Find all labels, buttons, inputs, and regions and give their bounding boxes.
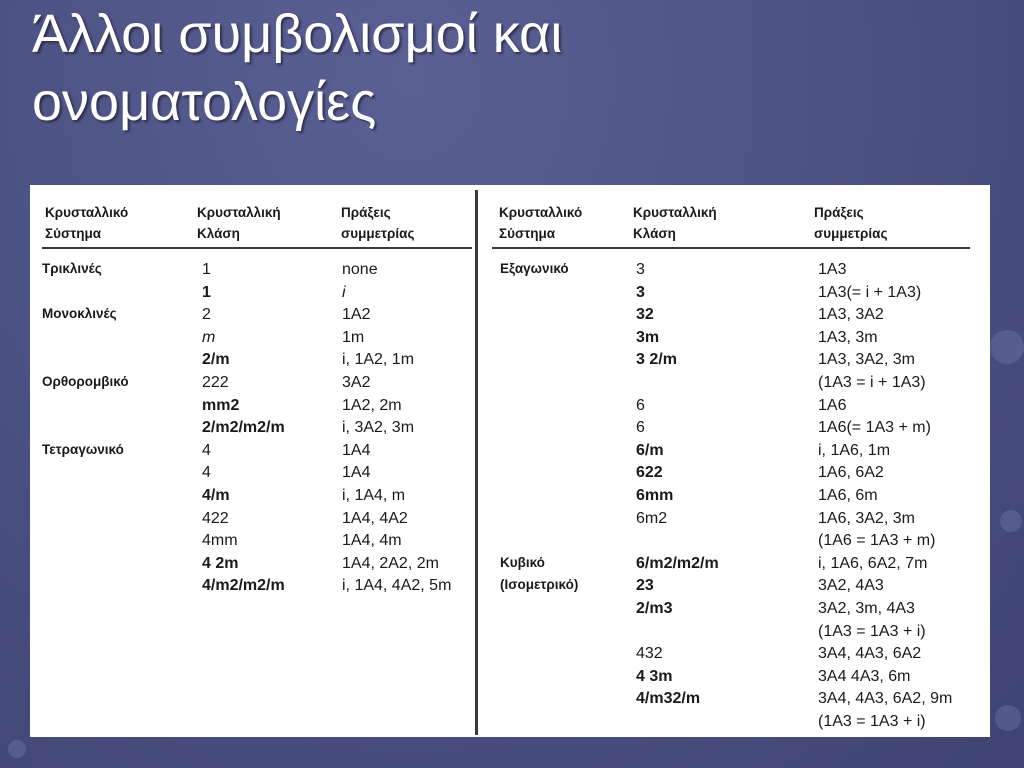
table-cell: [636, 530, 719, 553]
table-cell: 1A3: [818, 261, 847, 278]
table-cell: 3A4, 4A3, 6A2, 9m: [818, 690, 953, 708]
header-ops-right: Πράξεις συμμετρίας: [814, 205, 888, 241]
table-cell: i, 1A6, 6A2, 7m: [818, 554, 928, 572]
table-cell: 1A3, 3A2, 3m: [818, 351, 915, 369]
background-dot: [8, 740, 26, 758]
table-cell: 4: [202, 441, 211, 459]
header-class-right: Κρυσταλλική Κλάση: [633, 205, 717, 241]
table-cell: i, 1A2, 1m: [342, 351, 415, 369]
table-cell: 6/m2/m2/m: [636, 554, 719, 572]
table-cell: 4/m2/m2/m: [202, 577, 285, 595]
crystal-system-label: Μονοκλινές: [42, 306, 117, 322]
table-cell: mm2: [202, 396, 240, 414]
table-cell: 6m2: [636, 509, 668, 527]
table-cell: (1A3 = 1A3 + i): [818, 622, 926, 640]
table-cell: 1A4: [342, 441, 371, 459]
table-cell: 3m: [636, 328, 660, 346]
table-cell: 2/m3: [636, 599, 673, 617]
table-cell: 3: [636, 283, 645, 301]
right-class-column: [636, 259, 719, 733]
crystal-system-label: Τρικλινές: [42, 261, 102, 276]
background-dot: [1000, 510, 1022, 532]
table-cell: 3A2, 4A3: [818, 577, 884, 595]
table-cell: 6: [636, 419, 645, 437]
table-cell: 222: [202, 373, 229, 391]
table-cell: 4: [202, 464, 211, 482]
table-cell: 6/m: [636, 441, 664, 459]
table-cell: 3: [636, 261, 645, 278]
header-ops-left: Πράξεις συμμετρίας: [341, 205, 415, 241]
table-cell: 1: [202, 261, 211, 278]
table-cell: 4 3m: [636, 667, 673, 685]
table-cell: 1A4, 4A2: [342, 509, 408, 527]
header-rule-right: [492, 247, 970, 249]
table-cell: 6: [636, 396, 645, 414]
table-cell: 3A2, 3m, 4A3: [818, 599, 915, 617]
table-cell: 3 2/m: [636, 351, 677, 369]
table-cell: 422: [202, 509, 229, 527]
table-cell: 3A2: [342, 373, 371, 391]
table-cell: [636, 372, 719, 395]
table-cell: 1A3, 3m: [818, 328, 878, 346]
crystal-system-label: Εξαγωνικό: [500, 261, 569, 276]
table-cell: (1A3 = i + 1A3): [818, 373, 926, 391]
background-dot: [995, 705, 1021, 731]
table-cell: 1A6, 6A2: [818, 464, 884, 482]
table-cell: 2/m: [202, 351, 230, 369]
table-cell: 1A2: [342, 306, 371, 324]
table-cell: 3A4 4A3, 6m: [818, 667, 911, 685]
table-cell: 23: [636, 577, 654, 595]
table-cell: 4/m32/m: [636, 690, 701, 708]
left-class-column: [202, 259, 285, 598]
table-cell: 1A4: [342, 464, 371, 482]
slide-title: Άλλοι συμβολισμοί και ονοματολογίες: [32, 4, 563, 132]
table-cell: [636, 621, 719, 644]
table-cell: 622: [636, 464, 663, 482]
table-cell: 4/m: [202, 486, 230, 504]
table-cell: i, 1A4, 4A2, 5m: [342, 577, 452, 595]
header-system-left: Κρυσταλλικό Σύστημα: [45, 205, 129, 241]
table-cell: i, 1A4, m: [342, 486, 406, 504]
table-cell: 1m: [342, 328, 365, 346]
table-cell: 2/m2/m2/m: [202, 419, 285, 437]
right-ops-column: [818, 259, 952, 733]
header-rule-left: [42, 247, 472, 249]
table-cell: 32: [636, 306, 654, 324]
table-cell: 1A6, 3A2, 3m: [818, 509, 915, 527]
table-cell: 1A6: [818, 396, 847, 414]
table-cell: 1A4, 4m: [342, 532, 402, 550]
header-class-left: Κρυσταλλική Κλάση: [197, 205, 281, 241]
background-dot: [990, 330, 1024, 364]
table-cell: 4 2m: [202, 554, 239, 572]
table-cell: (1A3 = 1A3 + i): [818, 712, 926, 730]
table-cell: 2: [202, 306, 211, 324]
table-cell: 1A6, 6m: [818, 486, 878, 504]
table-cell: (1A6 = 1A3 + m): [818, 532, 936, 550]
crystal-system-label: Κυβικό (Ισομετρικό): [500, 554, 579, 592]
crystal-system-label: Τετραγωνικό: [42, 441, 124, 457]
table-cell: i, 3A2, 3m: [342, 419, 415, 437]
left-ops-column: [342, 259, 451, 598]
header-system-right: Κρυσταλλικό Σύστημα: [499, 205, 583, 241]
table-cell: m: [202, 328, 216, 346]
table-cell: 1: [202, 283, 211, 301]
crystal-system-label: Ορθορομβικό: [42, 374, 129, 389]
column-divider: [475, 190, 478, 735]
table-cell: i, 1A6, 1m: [818, 441, 891, 459]
table-cell: 3A4, 4A3, 6A2: [818, 645, 922, 663]
table-cell: 1A3(= i + 1A3): [818, 283, 922, 301]
table-cell: 4mm: [202, 532, 238, 550]
table-cell: 1A3, 3A2: [818, 306, 884, 324]
symmetry-table: [30, 185, 990, 737]
table-cell: 1A6(= 1A3 + m): [818, 419, 931, 437]
table-cell: 1A4, 2A2, 2m: [342, 554, 439, 572]
table-cell: [636, 711, 719, 734]
table-cell: none: [342, 261, 378, 278]
table-cell: i: [342, 283, 346, 301]
table-cell: 1A2, 2m: [342, 396, 402, 414]
table-cell: 432: [636, 645, 663, 663]
table-cell: 6mm: [636, 486, 674, 504]
